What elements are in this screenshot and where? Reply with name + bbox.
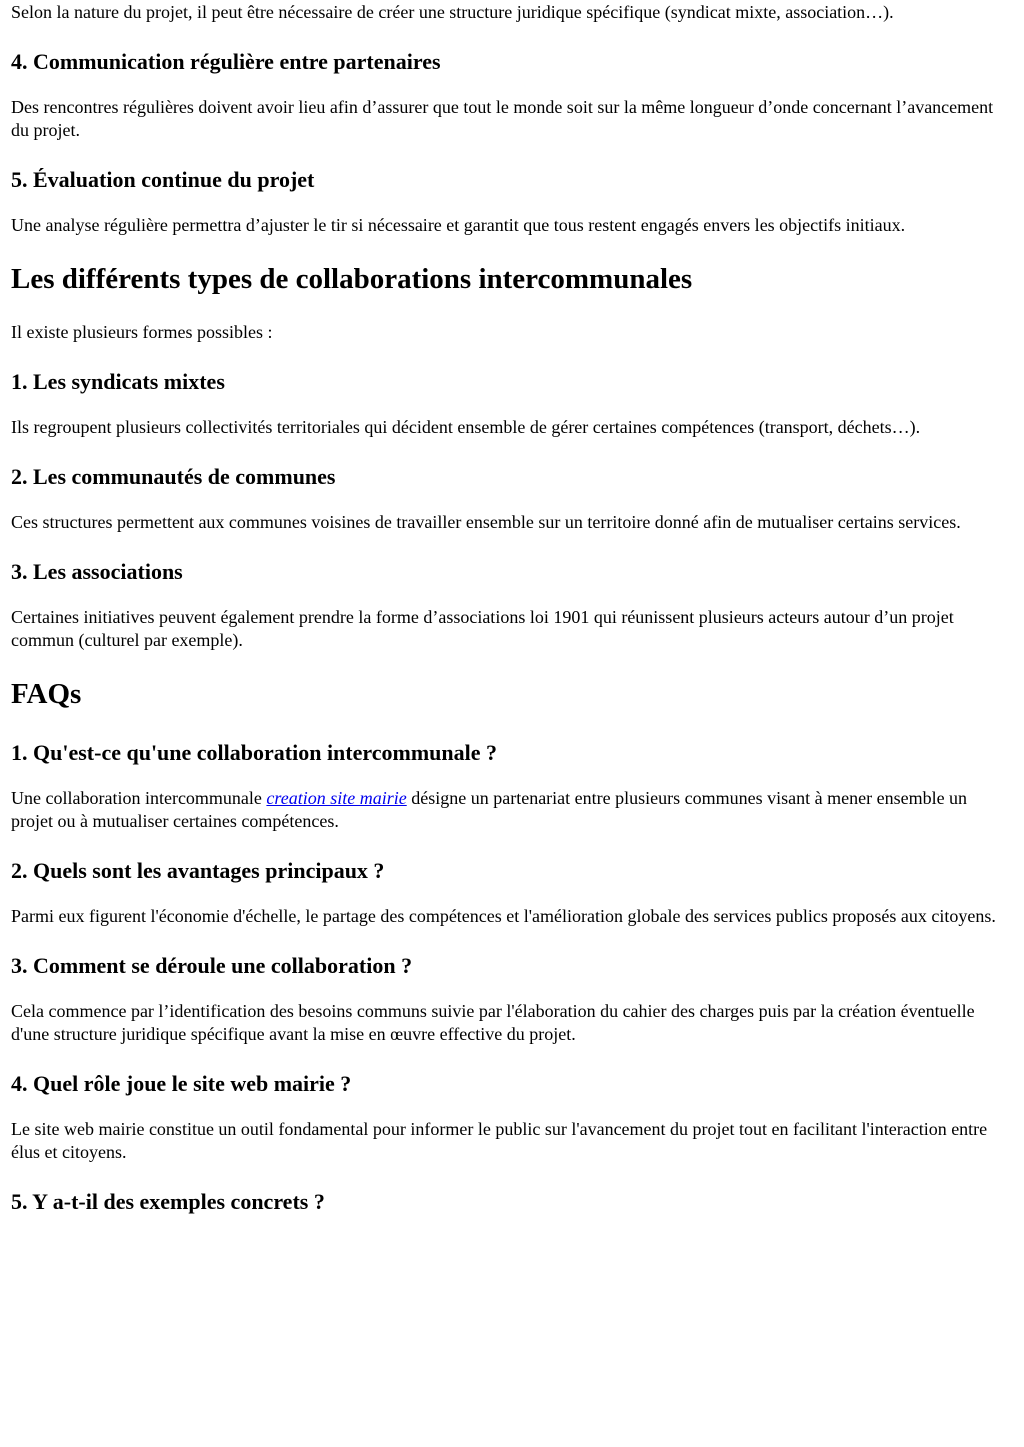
step-4-text: Des rencontres régulières doivent avoir lieu afin d’assurer que tout le monde soit sur la même longueur d’onde concernant l’avancement du projet. — [11, 97, 994, 140]
step-5-text: Une analyse régulière permettra d’ajuster le tir si nécessaire et garantit que tous restent engagés envers les objectifs initiaux. — [11, 215, 906, 235]
faq-question-2: 2. Quels sont les avantages principaux ? — [11, 858, 385, 883]
faq-answer-4: Le site web mairie constitue un outil fondamental pour informer le public sur l'avancement du projet tout en facilitant l'interaction entre élus et citoyens. — [11, 1119, 988, 1162]
faq-answer-1 — [11, 787, 1013, 833]
types-section-intro: Il existe plusieurs formes possibles : — [11, 322, 273, 342]
type-associations-text: Certaines initiatives peuvent également prendre la forme d’associations loi 1901 qui réunissent plusieurs acteurs autour d’un projet commun (culturel par exemple). — [11, 607, 954, 650]
faq-answer-1-before-link: Une collaboration intercommunale — [11, 788, 267, 808]
intro-paragraph: Selon la nature du projet, il peut être nécessaire de créer une structure juridique spécifique (syndicat mixte, association…). — [11, 2, 894, 22]
step-5-heading: 5. Évaluation continue du projet — [11, 167, 315, 192]
type-communautes-text: Ces structures permettent aux communes voisines de travailler ensemble sur un territoire donné afin de mutualiser certains services. — [11, 512, 961, 532]
types-section-heading: Les différents types de collaborations intercommunales — [11, 263, 693, 295]
step-4-heading: 4. Communication régulière entre partenaires — [11, 49, 441, 74]
type-syndicats-heading: 1. Les syndicats mixtes — [11, 369, 225, 394]
faq-question-3: 3. Comment se déroule une collaboration ? — [11, 953, 413, 978]
creation-site-mairie-link[interactable]: creation site mairie — [266, 788, 407, 808]
faq-answer-2: Parmi eux figurent l'économie d'échelle, le partage des compétences et l'amélioration globale des services publics proposés aux citoyens. — [11, 906, 996, 926]
type-communautes-heading: 2. Les communautés de communes — [11, 464, 336, 489]
faq-answer-1-after-link: désigne un partenariat entre plusieurs communes visant à mener ensemble un projet ou à mutualiser certaines compétences. — [11, 788, 968, 831]
faq-answer-3: Cela commence par l’identification des besoins communs suivie par l'élaboration du cahier des charges puis par la création éventuelle d'une structure juridique spécifique avant la mise en œuvre effective du projet. — [11, 1001, 975, 1044]
article-body — [0, 1, 1024, 1215]
type-syndicats-text: Ils regroupent plusieurs collectivités territoriales qui décident ensemble de gérer certaines compétences (transport, déchets…). — [11, 417, 921, 437]
faq-section-heading: FAQs — [11, 678, 82, 710]
type-associations-heading: 3. Les associations — [11, 559, 183, 584]
faq-question-4: 4. Quel rôle joue le site web mairie ? — [11, 1071, 352, 1096]
faq-question-1: 1. Qu'est-ce qu'une collaboration intercommunale ? — [11, 740, 498, 765]
faq-question-5: 5. Y a-t-il des exemples concrets ? — [11, 1189, 325, 1214]
